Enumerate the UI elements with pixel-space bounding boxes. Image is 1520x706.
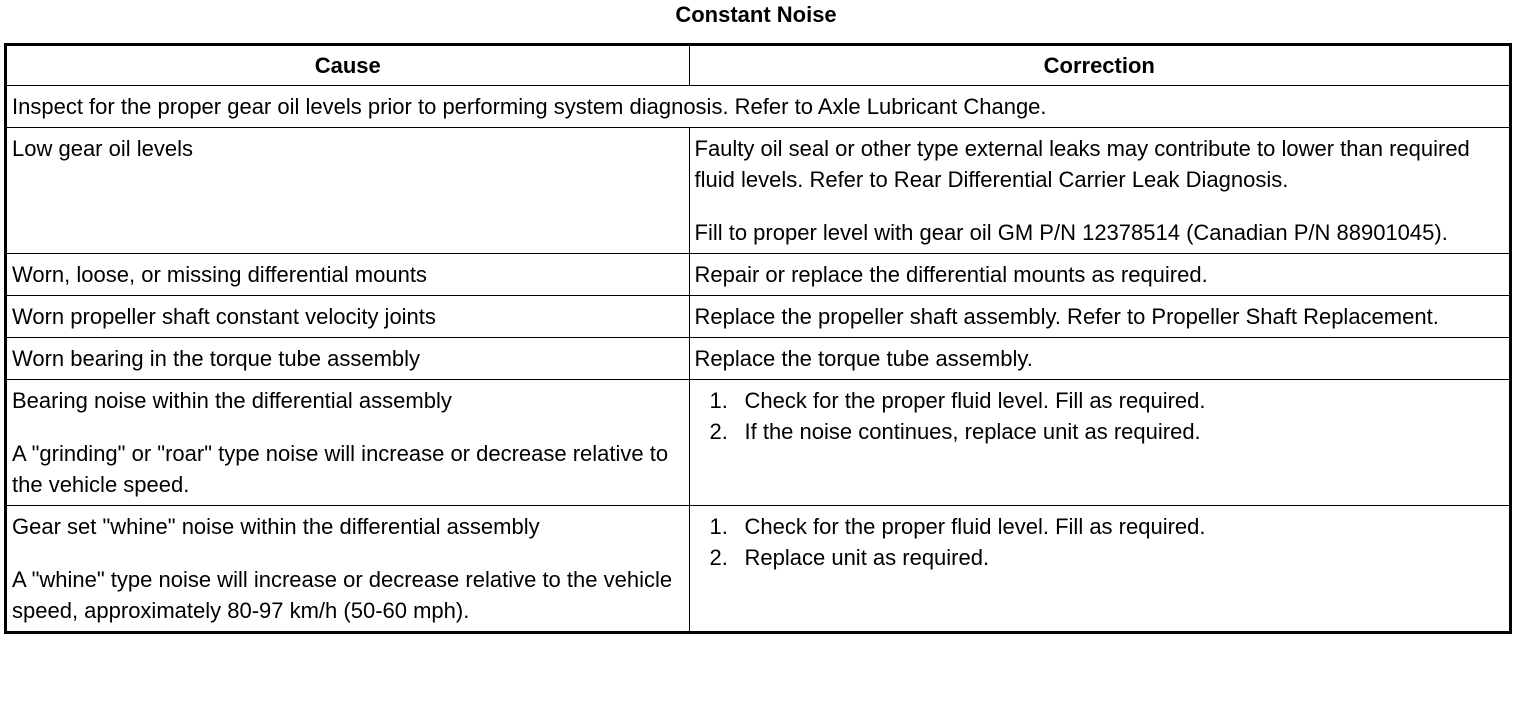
correction-cell (689, 338, 1509, 380)
correction-text: Repair or replace the differential mounts as required. (694, 262, 1208, 287)
note-row (7, 86, 1509, 128)
header-row (7, 46, 1509, 86)
cause-text: Low gear oil levels (12, 136, 193, 161)
note-cell: Inspect for the proper gear oil levels prior to performing system diagnosis. Refer to Axle Lubricant Change. (7, 86, 1509, 128)
table-row (7, 254, 1509, 296)
step-number: 2. (709, 545, 728, 570)
correction-text: Replace the torque tube assembly. (694, 346, 1033, 371)
step-number: 2. (709, 419, 728, 444)
correction-cell (689, 380, 1509, 506)
cause-cell (7, 338, 689, 380)
list-item (695, 385, 1505, 416)
cause-cell (7, 506, 689, 632)
page-title: Constant Noise (675, 2, 837, 27)
cause-text: Gear set "whine" noise within the differential assembly (12, 514, 540, 539)
table-row (7, 380, 1509, 506)
table-row (7, 296, 1509, 338)
cause-cell (7, 296, 689, 338)
diagnosis-table-frame (4, 43, 1512, 634)
correction-cell (689, 128, 1509, 254)
list-item (695, 511, 1505, 542)
correction-text: Replace the propeller shaft assembly. Refer to Propeller Shaft Replacement. (694, 304, 1439, 329)
correction-text: Faulty oil seal or other type external leaks may contribute to lower than required fluid levels. Refer to Rear Differential Carrier Leak Diagnosis. (694, 136, 1470, 192)
step-text: Replace unit as required. (744, 545, 990, 570)
cause-text: Worn bearing in the torque tube assembly (12, 346, 421, 371)
cause-cell (7, 128, 689, 254)
cause-description: A "whine" type noise will increase or decrease relative to the vehicle speed, approximately 80-97 km/h (50-60 mph). (12, 567, 673, 623)
header-cause: Cause (7, 46, 689, 86)
cause-cell (7, 254, 689, 296)
step-text: Check for the proper fluid level. Fill as required. (744, 514, 1206, 539)
cause-text: Worn propeller shaft constant velocity joints (12, 304, 436, 329)
list-item (695, 416, 1505, 447)
correction-cell (689, 506, 1509, 632)
cause-description: A "grinding" or "roar" type noise will increase or decrease relative to the vehicle speed. (12, 441, 669, 497)
diagnosis-table (7, 46, 1509, 631)
correction-steps (695, 511, 1505, 573)
table-row (7, 506, 1509, 632)
correction-cell (689, 254, 1509, 296)
table-row (7, 338, 1509, 380)
table-row (7, 128, 1509, 254)
step-text: If the noise continues, replace unit as required. (744, 419, 1201, 444)
header-correction: Correction (689, 46, 1509, 86)
correction-text: Fill to proper level with gear oil GM P/N 12378514 (Canadian P/N 88901045). (694, 220, 1448, 245)
step-number: 1. (709, 514, 728, 539)
list-item (695, 542, 1505, 573)
cause-cell (7, 380, 689, 506)
step-number: 1. (709, 388, 728, 413)
correction-steps (695, 385, 1505, 447)
correction-cell (689, 296, 1509, 338)
step-text: Check for the proper fluid level. Fill as required. (744, 388, 1206, 413)
cause-text: Bearing noise within the differential assembly (12, 388, 452, 413)
cause-text: Worn, loose, or missing differential mounts (12, 262, 427, 287)
